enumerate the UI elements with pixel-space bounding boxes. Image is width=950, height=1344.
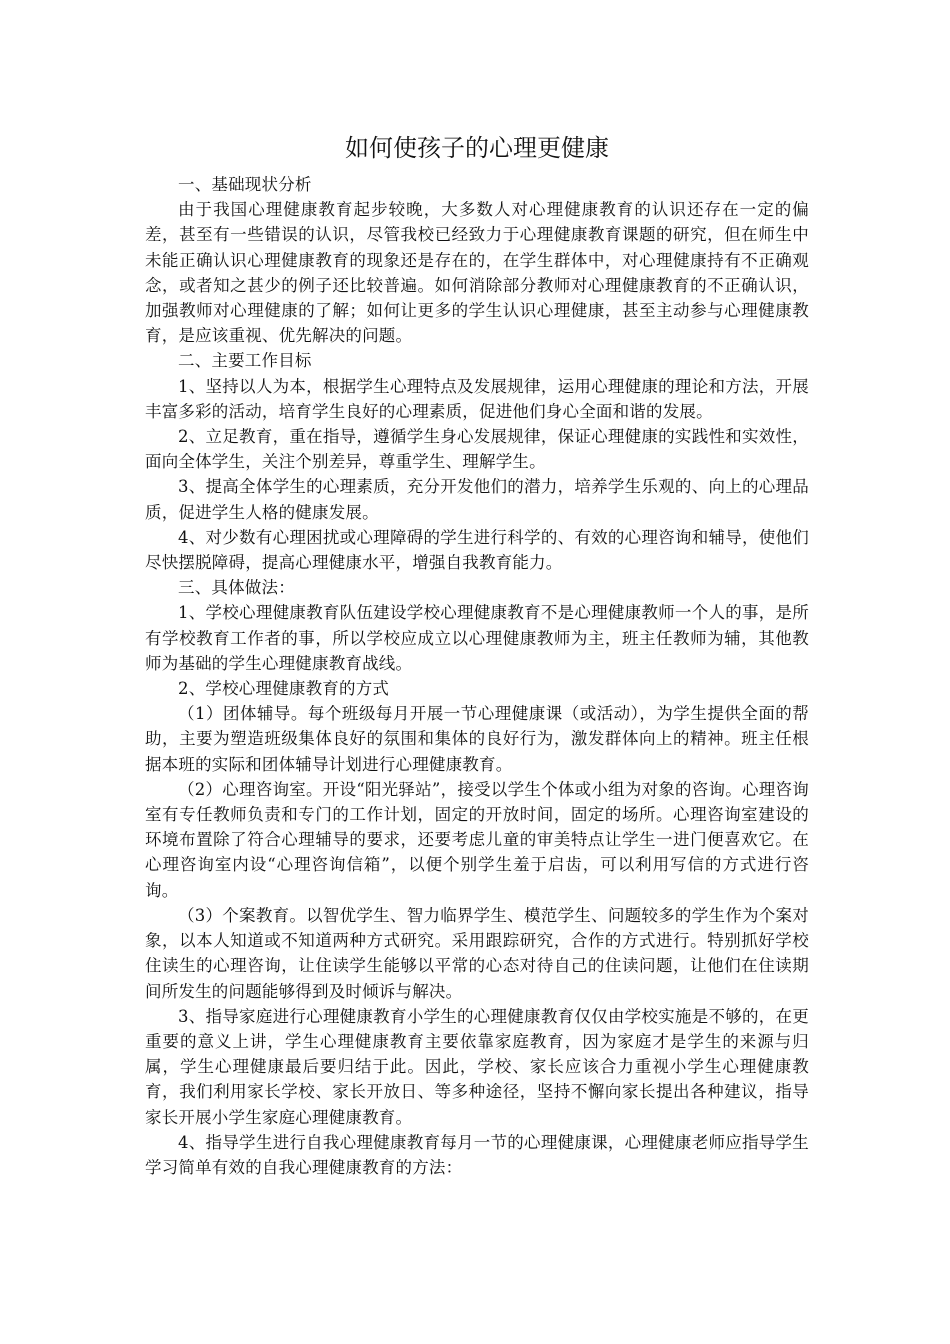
document-page: [145, 128, 809, 1180]
method-item-4: 4、指导学生进行自我心理健康教育每月一节的心理健康课，心理健康老师应指导学生学习简单有效的自我心理健康教育的方法：: [145, 1132, 809, 1177]
goal-item-3: 3、提高全体学生的心理素质，充分开发他们的潜力，培养学生乐观的、向上的心理品质，促进学生人格的健康发展。: [145, 477, 809, 522]
section-heading-1: 一、基础现状分析: [178, 175, 312, 194]
method-subitem-2: （2）心理咨询室。开设“阳光驿站”，接受以学生个体或小组为对象的咨询。心理咨询室有专任教师负责和专门的工作计划，固定的开放时间，固定的场所。心理咨询室建设的环境布置除了符合心理辅导的要求，还要考虑儿童的审美特点让学生一进门便喜欢它。在心理咨询室内设“心理咨询信箱”，以便个别学生羞于启齿，可以利用写信的方式进行咨询。: [145, 779, 809, 900]
paragraph-status-analysis: 由于我国心理健康教育起步较晚，大多数人对心理健康教育的认识还存在一定的偏差，甚至有一些错误的认识，尽管我校已经致力于心理健康教育课题的研究，但在师生中未能正确认识心理健康教育的现象还是存在的，在学生群体中，对心理健康持有不正确观念，或者知之甚少的例子还比较普遍。如何消除部分教师对心理健康教育的不正确认识，加强教师对心理健康的了解；如何让更多的学生认识心理健康，甚至主动参与心理健康教育，是应该重视、优先解决的问题。: [145, 200, 809, 346]
method-subitem-3: （3）个案教育。以智优学生、智力临界学生、模范学生、问题较多的学生作为个案对象，以本人知道或不知道两种方式研究。采用跟踪研究，合作的方式进行。特别抓好学校住读生的心理咨询，让住读学生能够以平常的心态对待自己的住读问题，让他们在住读期间所发生的问题能够得到及时倾诉与解决。: [145, 905, 809, 1001]
goal-item-4: 4、对少数有心理困扰或心理障碍的学生进行科学的、有效的心理咨询和辅导，使他们尽快摆脱障碍，提高心理健康水平，增强自我教育能力。: [145, 527, 809, 573]
method-item-1: 1、学校心理健康教育队伍建设学校心理健康教育不是心理健康教师一个人的事，是所有学校教育工作者的事，所以学校应成立以心理健康教师为主，班主任教师为辅，其他教师为基础的学生心理健康教育战线。: [145, 603, 809, 673]
goal-item-2: 2、立足教育，重在指导，遵循学生身心发展规律，保证心理健康的实践性和实效性，面向全体学生，关注个别差异，尊重学生、理解学生。: [145, 427, 809, 472]
section-heading-2: 二、主要工作目标: [178, 351, 312, 371]
document-title: 如何使孩子的心理更健康: [345, 134, 609, 162]
method-subitem-1: （1）团体辅导。每个班级每月开展一节心理健康课（或活动），为学生提供全面的帮助，主要为塑造班级集体良好的氛围和集体的良好行为，激发群体向上的精神。班主任根据本班的实际和团体辅导计划进行心理健康教育。: [145, 704, 809, 774]
goal-item-1: 1、坚持以人为本，根据学生心理特点及发展规律，运用心理健康的理论和方法，开展丰富多彩的活动，培育学生良好的心理素质，促进他们身心全面和谐的发展。: [145, 376, 809, 421]
method-item-3: 3、指导家庭进行心理健康教育小学生的心理健康教育仅仅由学校实施是不够的，在更重要的意义上讲，学生心理健康教育主要依靠家庭教育，因为家庭才是学生的来源与归属，学生心理健康最后要归结于此。因此，学校、家长应该合力重视小学生心理健康教育，我们利用家长学校、家长开放日、等多种途径，坚持不懈向家长提出各种建议，指导家长开展小学生家庭心理健康教育。: [145, 1006, 809, 1127]
method-item-2: 2、学校心理健康教育的方式: [178, 679, 390, 699]
section-heading-3: 三、具体做法：: [178, 578, 295, 598]
